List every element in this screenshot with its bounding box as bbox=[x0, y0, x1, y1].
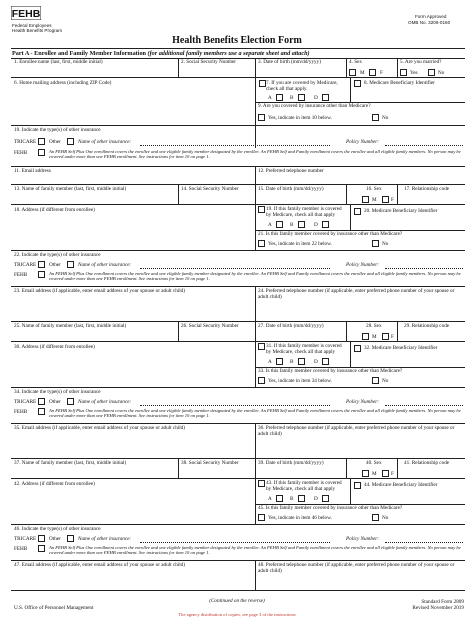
divider bbox=[11, 125, 465, 126]
family-sex-f-checkbox[interactable] bbox=[382, 196, 389, 203]
name-other-insurance: Name of other insurance: bbox=[78, 262, 132, 268]
part-a-letter: A bbox=[268, 222, 272, 228]
family-medicare-a-checkbox[interactable] bbox=[276, 495, 283, 502]
opm-label: U.S. Office of Personnel Management bbox=[14, 605, 94, 611]
divider bbox=[350, 478, 351, 504]
part-b-letter: B bbox=[290, 222, 294, 228]
family-name-label: 25. Name of family member (last, first, middle initial) bbox=[14, 323, 127, 329]
tricare-checkbox[interactable] bbox=[38, 138, 45, 145]
other-ins-yes-checkbox[interactable] bbox=[258, 114, 265, 121]
medicare-b-checkbox[interactable] bbox=[298, 94, 305, 101]
family-sex-f: F bbox=[391, 471, 394, 477]
family-ins-types-label: 22. Indicate the type(s) of other insurance bbox=[14, 252, 101, 258]
family-name-label: 13. Name of family member (last, first, middle initial) bbox=[14, 186, 127, 192]
divider bbox=[11, 250, 465, 251]
tricare-label: TRICARE bbox=[14, 262, 37, 268]
other-checkbox[interactable] bbox=[67, 535, 74, 542]
mbi-icon bbox=[354, 345, 361, 352]
fill-line bbox=[140, 542, 330, 543]
page-title: Health Benefits Election Form bbox=[172, 35, 302, 46]
family-other-no-label: No bbox=[382, 378, 389, 384]
family-sex-f: F bbox=[391, 334, 394, 340]
divider bbox=[11, 387, 465, 388]
family-other-no-checkbox[interactable] bbox=[372, 240, 379, 247]
family-name-label: 37. Name of family member (last, first, middle initial) bbox=[14, 460, 127, 466]
family-other-ins-question: 33. Is this family member covered by insurance other than Medicare? bbox=[258, 368, 403, 374]
form-approved: Form Approved bbox=[415, 14, 447, 19]
family-medicare-b-checkbox[interactable] bbox=[298, 495, 305, 502]
family-relationship-label: 17. Relationship code bbox=[404, 186, 450, 192]
part-a-label: Part A - Enrollee and Family Member Information bbox=[12, 50, 146, 57]
divider bbox=[11, 590, 465, 591]
fill-line bbox=[140, 405, 330, 406]
fehb-text: An FEHB Self Plus One enrollment covers the enrollee and one eligible family member designated by the enrollee. An FEHB Self and Family enrollment covers the enrollee and all eligible family members. No person may be covered under more than one FEHB enrollment. See instructions for item 10 on page 1. bbox=[49, 149, 461, 160]
divider bbox=[11, 524, 465, 525]
family-other-no-checkbox[interactable] bbox=[372, 377, 379, 384]
sex-label: 4. Sex bbox=[349, 59, 362, 65]
family-medicare-a-checkbox[interactable] bbox=[276, 358, 283, 365]
mbi-label: 8. Medicare Beneficiary Identifier bbox=[364, 80, 435, 86]
other-label: Other bbox=[49, 399, 61, 405]
fehb-text: An FEHB Self Plus One enrollment covers the enrollee and one eligible family member designated by the enrollee. An FEHB Self and Family enrollment covers the enrollee and all eligible family members. No person may be covered under more than one FEHB enrollment. See instructions for item 10 on page 1. bbox=[49, 408, 461, 419]
other-checkbox[interactable] bbox=[67, 398, 74, 405]
part-d-letter: D bbox=[314, 496, 318, 502]
other-label: Other bbox=[49, 139, 61, 145]
family-email-label: 47. Email address (if applicable, enter email address of your spouse or adult child) bbox=[14, 562, 185, 568]
family-medicare-b-checkbox[interactable] bbox=[298, 358, 305, 365]
family-ins-types-label: 34. Indicate the type(s) of other insurance bbox=[14, 389, 101, 395]
part-a-letter: A bbox=[268, 496, 272, 502]
family-other-ins-question: 45. Is this family member covered by insurance other than Medicare? bbox=[258, 505, 403, 511]
agency-line2: Health Benefits Program bbox=[12, 28, 63, 33]
omb-number: OMB No. 3206-0160 bbox=[408, 20, 451, 25]
part-d-letter: D bbox=[314, 95, 318, 101]
family-sex-m: M bbox=[372, 471, 377, 477]
divider bbox=[397, 458, 398, 478]
part-a-letter: A bbox=[268, 359, 272, 365]
family-other-yes-label: Yes, indicate in item 46 below. bbox=[268, 515, 332, 521]
family-phone-label: 24. Preferred telephone number (if applicable, enter preferred phone number of your spouse or adult child) bbox=[258, 288, 455, 300]
family-ins-types-label: 46. Indicate the type(s) of other insurance bbox=[14, 526, 101, 532]
family-relationship-label: 29. Relationship code bbox=[404, 323, 450, 329]
family-dob-label: 39. Date of birth (mm/dd/yyyy) bbox=[258, 460, 324, 466]
tricare-checkbox[interactable] bbox=[38, 398, 45, 405]
part-d-letter: D bbox=[314, 222, 318, 228]
tricare-checkbox[interactable] bbox=[38, 535, 45, 542]
family-medicare-d-checkbox[interactable] bbox=[322, 221, 329, 228]
other-label: Other bbox=[49, 536, 61, 542]
family-email-label: 23. Email address (if applicable, enter email address of your spouse or adult child) bbox=[14, 288, 185, 294]
divider bbox=[255, 166, 256, 184]
other-ins-no-label: No bbox=[382, 115, 389, 121]
tricare-label: TRICARE bbox=[14, 399, 37, 405]
family-medicare-a-checkbox[interactable] bbox=[276, 221, 283, 228]
sex-m-checkbox[interactable] bbox=[349, 69, 356, 76]
medicare-a-checkbox[interactable] bbox=[276, 94, 283, 101]
family-sex-f-checkbox[interactable] bbox=[382, 470, 389, 477]
policy-number: Policy Number: bbox=[346, 262, 379, 268]
family-other-ins-question: 21. Is this family member covered by insurance other than Medicare? bbox=[258, 231, 403, 237]
married-no-label: No bbox=[438, 70, 445, 76]
divider bbox=[255, 423, 256, 458]
fehb-text: An FEHB Self Plus One enrollment covers the enrollee and one eligible family member designated by the enrollee. An FEHB Self and Family enrollment covers the enrollee and all eligible family members. No person may be covered under more than one FEHB enrollment. See instructions for item 10 on page 1. bbox=[49, 271, 461, 282]
family-sex-m: M bbox=[372, 334, 377, 340]
divider bbox=[11, 77, 465, 78]
mbi-icon bbox=[354, 208, 361, 215]
ssn-label: 2. Social Security Number bbox=[181, 59, 237, 65]
family-other-no-label: No bbox=[382, 515, 389, 521]
insurance-types-label: 10. Indicate the type(s) of other insurance bbox=[14, 127, 101, 133]
divider bbox=[255, 560, 256, 590]
medicare-check-icon bbox=[259, 80, 266, 87]
divider bbox=[11, 478, 465, 479]
family-ssn-label: 26. Social Security Number bbox=[181, 323, 239, 329]
family-email-label: 35. Email address (if applicable, enter email address of your spouse or adult child) bbox=[14, 425, 185, 431]
family-sex-f-checkbox[interactable] bbox=[382, 333, 389, 340]
email-label: 11. Email address bbox=[14, 168, 51, 174]
married-no-checkbox[interactable] bbox=[428, 69, 435, 76]
tricare-label: TRICARE bbox=[14, 536, 37, 542]
family-medicare-label: 31. If this family member is covered by Medicare, check all that apply bbox=[266, 343, 342, 355]
divider bbox=[397, 321, 398, 341]
part-a-letter: A bbox=[268, 95, 272, 101]
fehb-logo bbox=[11, 6, 41, 20]
divider bbox=[178, 184, 179, 204]
name-other-insurance: Name of other insurance: bbox=[78, 536, 132, 542]
family-address-label: 42. Address (if different from enrollee) bbox=[14, 481, 95, 487]
divider bbox=[178, 458, 179, 478]
family-other-no-label: No bbox=[382, 241, 389, 247]
fill-line bbox=[140, 145, 330, 146]
family-mbi-label: 20. Medicare Beneficiary Identifier bbox=[364, 208, 438, 214]
family-phone-label: 36. Preferred telephone number (if applicable, enter preferred phone number of your spouse or adult child) bbox=[258, 425, 455, 437]
name-other-insurance: Name of other insurance: bbox=[78, 139, 132, 145]
family-sex-m-checkbox[interactable] bbox=[362, 196, 369, 203]
family-medicare-b-checkbox[interactable] bbox=[298, 221, 305, 228]
family-dob-label: 15. Date of birth (mm/dd/yyyy) bbox=[258, 186, 324, 192]
divider bbox=[11, 48, 465, 49]
part-d-letter: D bbox=[314, 359, 318, 365]
svg-text:FEHB: FEHB bbox=[11, 8, 41, 20]
family-sex-m: M bbox=[372, 197, 377, 203]
divider bbox=[255, 184, 256, 250]
revised-date: Revised November 2019 bbox=[412, 605, 464, 611]
other-label: Other bbox=[49, 262, 61, 268]
family-address-label: 18. Address (if different from enrollee) bbox=[14, 207, 95, 213]
part-a-heading bbox=[12, 50, 464, 57]
phone-label: 12. Preferred telephone number bbox=[258, 168, 324, 174]
family-sex-m-checkbox[interactable] bbox=[362, 470, 369, 477]
family-medicare-label: 19. If this family member is covered by Medicare, check all that apply bbox=[266, 206, 342, 218]
family-ssn-label: 38. Social Security Number bbox=[181, 460, 239, 466]
fill-line bbox=[140, 268, 330, 269]
family-other-yes-checkbox[interactable] bbox=[258, 514, 265, 521]
family-sex-label: 16. Sex bbox=[366, 186, 382, 192]
policy-number: Policy Number: bbox=[346, 536, 379, 542]
fehb-checkbox[interactable] bbox=[38, 149, 45, 156]
enrollee-name-label: 1. Enrollee name (last, first, middle initial) bbox=[14, 59, 103, 65]
divider bbox=[346, 458, 347, 478]
married-yes-label: Yes bbox=[410, 70, 418, 76]
divider bbox=[346, 184, 347, 204]
distribution-note: The agency distribution of copies, see page 3 of the instructions bbox=[178, 612, 296, 617]
family-medicare-d-checkbox[interactable] bbox=[322, 495, 329, 502]
family-other-yes-label: Yes, indicate in item 34 below. bbox=[268, 378, 332, 384]
family-other-no-checkbox[interactable] bbox=[372, 514, 379, 521]
fehb-text: An FEHB Self Plus One enrollment covers the enrollee and one eligible family member designated by the enrollee. An FEHB Self and Family enrollment covers the enrollee and all eligible family members. No person may be covered under more than one FEHB enrollment. See instructions for item 10 on page 1. bbox=[49, 545, 461, 556]
family-sex-f: F bbox=[391, 197, 394, 203]
policy-number: Policy Number: bbox=[346, 139, 379, 145]
fehb-checkbox[interactable] bbox=[38, 545, 45, 552]
family-mbi-label: 44. Medicare Beneficiary Identifier bbox=[364, 482, 438, 488]
part-a-note: (for additional family members use a separate sheet and attach) bbox=[147, 50, 310, 57]
divider bbox=[11, 166, 465, 167]
agency-line1: Federal Employees bbox=[12, 23, 52, 28]
family-other-yes-label: Yes, indicate in item 22 below. bbox=[268, 241, 332, 247]
fehb-label: FEHB bbox=[14, 409, 28, 415]
divider bbox=[346, 321, 347, 341]
fill-line bbox=[385, 145, 463, 146]
family-sex-label: 40. Sex bbox=[366, 460, 382, 466]
fehb-checkbox[interactable] bbox=[38, 271, 45, 278]
other-insurance-question: 9. Are you covered by insurance other than Medicare? bbox=[258, 103, 371, 109]
divider bbox=[255, 321, 256, 387]
divider bbox=[397, 58, 398, 77]
divider bbox=[350, 77, 351, 102]
other-ins-yes-label: Yes, indicate in item 10 below. bbox=[268, 115, 332, 121]
part-b-letter: B bbox=[290, 95, 294, 101]
family-dob-label: 27. Date of birth (mm/dd/yyyy) bbox=[258, 323, 324, 329]
family-medicare-d-checkbox[interactable] bbox=[322, 358, 329, 365]
mbi-icon bbox=[354, 80, 361, 87]
standard-form: Standard Form 2809 bbox=[421, 599, 464, 605]
other-ins-no-checkbox[interactable] bbox=[372, 114, 379, 121]
tricare-label: TRICARE bbox=[14, 139, 37, 145]
medicare-check-icon bbox=[258, 343, 265, 350]
divider bbox=[11, 341, 465, 342]
divider bbox=[11, 204, 465, 205]
family-other-yes-checkbox[interactable] bbox=[258, 240, 265, 247]
family-relationship-label: 41. Relationship code bbox=[404, 460, 450, 466]
home-address-label: 6. Home mailing address (including ZIP Code) bbox=[14, 80, 112, 86]
fehb-label: FEHB bbox=[14, 150, 28, 156]
divider bbox=[178, 321, 179, 341]
dob-label: 3. Date of birth (mm/dd/yyyy) bbox=[258, 59, 321, 65]
part-b-letter: B bbox=[290, 359, 294, 365]
other-checkbox[interactable] bbox=[67, 138, 74, 145]
fehb-label: FEHB bbox=[14, 546, 28, 552]
fehb-checkbox[interactable] bbox=[38, 408, 45, 415]
divider bbox=[255, 58, 256, 148]
divider bbox=[346, 58, 347, 77]
fill-line bbox=[385, 268, 463, 269]
family-mbi-label: 32. Medicare Beneficiary Identifier bbox=[364, 345, 438, 351]
divider bbox=[397, 184, 398, 204]
continued-note: (Continued on the reverse) bbox=[209, 598, 265, 604]
policy-number: Policy Number: bbox=[346, 399, 379, 405]
medicare-check-icon bbox=[258, 480, 265, 487]
medicare-check-icon bbox=[258, 206, 265, 213]
family-address-label: 30. Address (if different from enrollee) bbox=[14, 344, 95, 350]
divider bbox=[178, 58, 179, 77]
divider bbox=[11, 560, 465, 561]
sex-m-label: M bbox=[360, 70, 365, 76]
fehb-label: FEHB bbox=[14, 272, 28, 278]
divider bbox=[11, 423, 465, 424]
family-ssn-label: 14. Social Security Number bbox=[181, 186, 239, 192]
family-sex-label: 28. Sex bbox=[366, 323, 382, 329]
family-medicare-label: 43. If this family member is covered by Medicare, check all that apply bbox=[266, 480, 342, 492]
name-other-insurance: Name of other insurance: bbox=[78, 399, 132, 405]
mbi-icon bbox=[354, 482, 361, 489]
divider bbox=[350, 341, 351, 367]
tricare-checkbox[interactable] bbox=[38, 261, 45, 268]
divider bbox=[11, 286, 465, 287]
sex-f-checkbox[interactable] bbox=[369, 69, 376, 76]
other-checkbox[interactable] bbox=[67, 261, 74, 268]
fill-line bbox=[385, 542, 463, 543]
married-label: 5. Are you married? bbox=[400, 59, 442, 65]
divider bbox=[350, 204, 351, 230]
part-b-letter: B bbox=[290, 496, 294, 502]
fill-line bbox=[385, 405, 463, 406]
family-sex-m-checkbox[interactable] bbox=[362, 333, 369, 340]
family-phone-label: 48. Preferred telephone number (if applicable, enter preferred phone number of your spouse or adult child) bbox=[258, 562, 455, 574]
family-other-yes-checkbox[interactable] bbox=[258, 377, 265, 384]
divider bbox=[255, 458, 256, 524]
divider bbox=[255, 286, 256, 321]
sex-f-label: F bbox=[380, 70, 383, 76]
medicare-label: 7. If you are covered by Medicare, check all that apply. bbox=[266, 80, 338, 92]
medicare-d-checkbox[interactable] bbox=[322, 94, 329, 101]
married-yes-checkbox[interactable] bbox=[400, 69, 407, 76]
